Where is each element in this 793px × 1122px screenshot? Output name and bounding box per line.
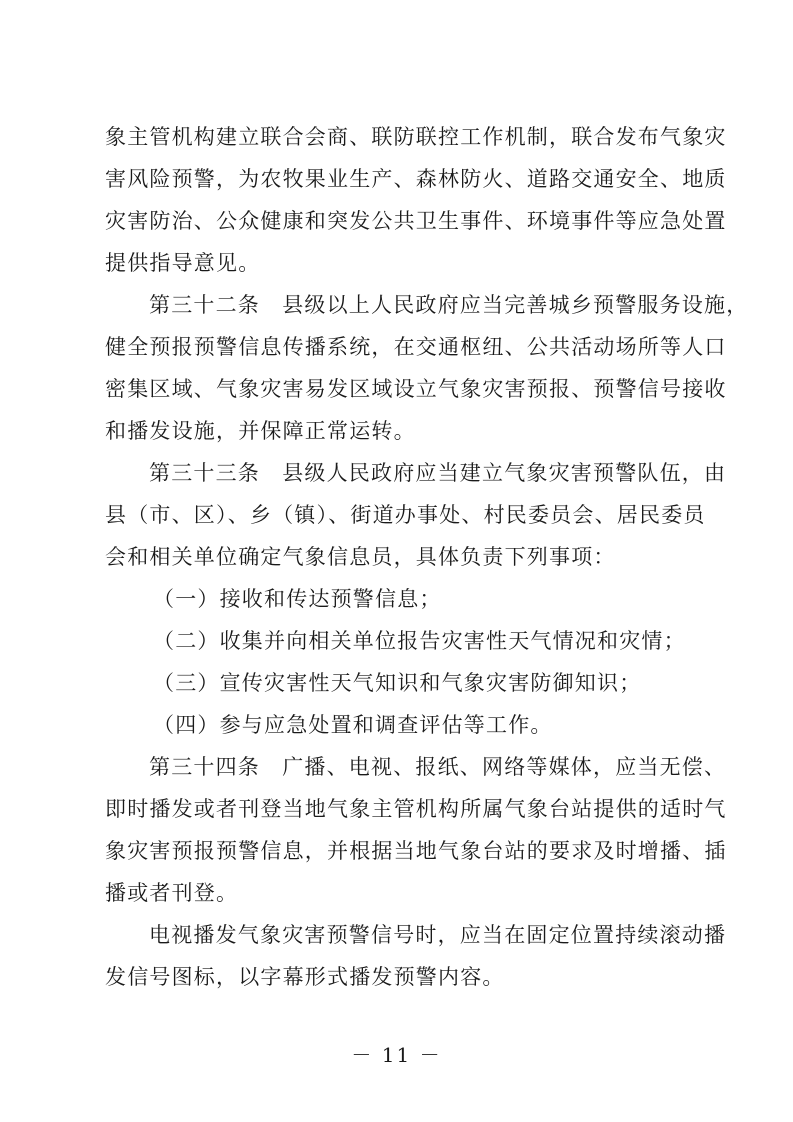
text-line: 第三十三条 县级人民政府应当建立气象灾害预警队伍，由	[149, 461, 727, 485]
text-line: 电视播发气象灾害预警信号时，应当在固定位置持续滚动播	[149, 923, 727, 947]
page-number: － 11 －	[351, 1043, 442, 1067]
text-line: 密集区域、气象灾害易发区域设立气象灾害预报、预警信号接收	[105, 377, 727, 401]
list-item-line: （二）收集并向相关单位报告灾害性天气情况和灾情；	[153, 629, 686, 653]
text-line: 害风险预警，为农牧果业生产、森林防火、道路交通安全、地质	[105, 167, 727, 191]
body-text	[105, 116, 749, 998]
list-item-line: （一）接收和传达预警信息；	[153, 587, 442, 611]
text-line: 第三十二条 县级以上人民政府应当完善城乡预警服务设施，	[149, 293, 749, 317]
text-line: 即时播发或者刊登当地气象主管机构所属气象台站提供的适时气	[105, 797, 727, 821]
text-line: 灾害防治、公众健康和突发公共卫生事件、环境事件等应急处置	[105, 209, 727, 233]
text-line: 和播发设施，并保障正常运转。	[105, 419, 416, 443]
text-line: 县（市、区）、乡（镇）、街道办事处、村民委员会、居民委员	[105, 503, 706, 527]
text-line: 第三十四条 广播、电视、报纸、网络等媒体，应当无偿、	[149, 755, 727, 779]
text-line: 健全预报预警信息传播系统，在交通枢纽、公共活动场所等人口	[105, 335, 727, 359]
text-line: 象灾害预报预警信息，并根据当地气象台站的要求及时增播、插	[105, 839, 727, 863]
text-line: 提供指导意见。	[105, 251, 261, 275]
text-line: 发信号图标，以字幕形式播发预警内容。	[105, 965, 505, 989]
text-line: 播或者刊登。	[105, 881, 239, 905]
text-line: 会和相关单位确定气象信息员，具体负责下列事项：	[105, 545, 616, 569]
list-item-line: （三）宣传灾害性天气知识和气象灾害防御知识；	[153, 671, 642, 695]
text-line: 象主管机构建立联合会商、联防联控工作机制，联合发布气象灾	[105, 125, 727, 149]
list-item-line: （四）参与应急处置和调查评估等工作。	[153, 713, 553, 737]
